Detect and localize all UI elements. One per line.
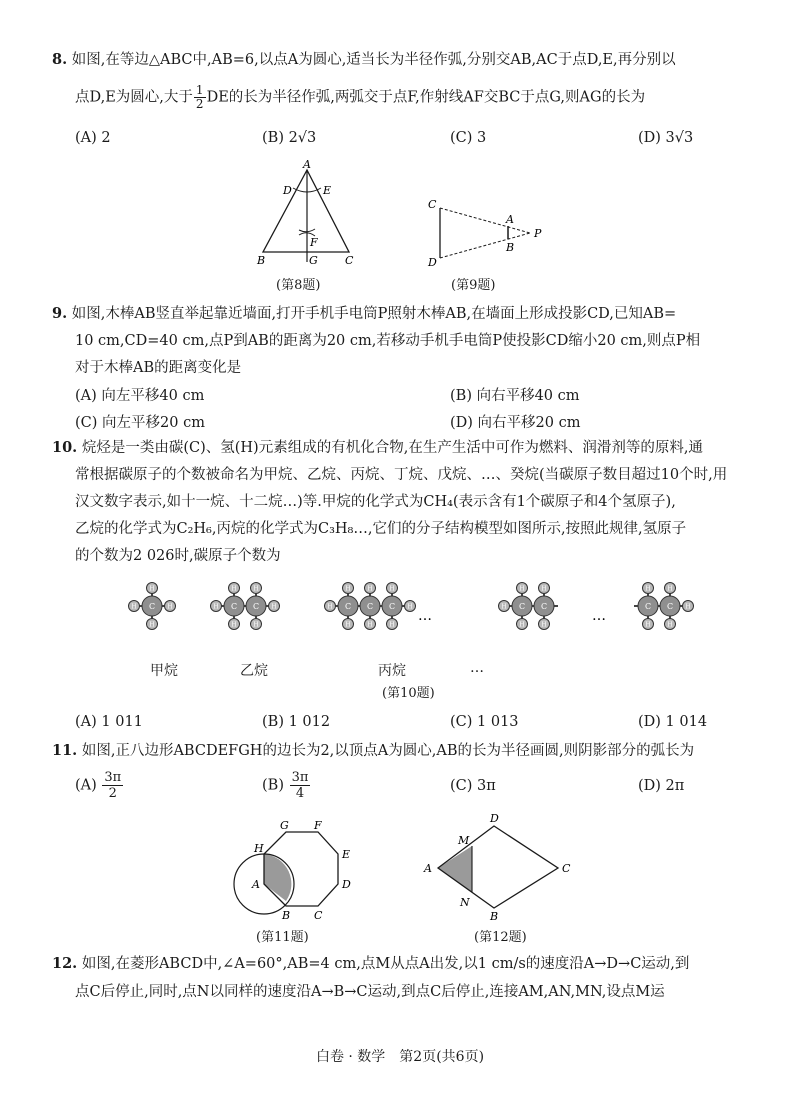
- q12-label-m: M: [458, 834, 470, 847]
- q8-label-f: F: [310, 236, 318, 249]
- carbon-atom: [142, 596, 162, 616]
- q10-name-ellipsis: …: [470, 660, 484, 676]
- svg-text:H: H: [213, 603, 219, 611]
- svg-text:H: H: [149, 585, 155, 593]
- q8-label-g: G: [309, 254, 318, 267]
- svg-text:H: H: [327, 603, 333, 611]
- q12-text-2: 点C后停止,同时,点N以同样的速度沿A→B→C运动,到点C后停止,连接AM,AN,MN,设点M运: [75, 984, 665, 1000]
- q11-label-g: G: [280, 819, 289, 832]
- q12-label-d: D: [490, 812, 499, 825]
- q9-label-a: A: [506, 213, 514, 226]
- q9-text-2: 10 cm,CD=40 cm,点P到AB的距离为20 cm,若移动手机手电筒P使投影CD缩小20 cm,则点P相: [75, 333, 701, 349]
- svg-text:H: H: [645, 621, 651, 629]
- q8-label-b: B: [257, 254, 266, 267]
- q9-option-d: (D) 向右平移20 cm: [450, 415, 581, 431]
- q11-option-d: (D) 2π: [638, 778, 685, 794]
- q10-ellipsis-2: …: [592, 608, 606, 624]
- q10-text-4: 乙烷的化学式为C₂H₆,丙烷的化学式为C₃H₈…,它们的分子结构模型如图所示,按照此规律,氢原子: [75, 521, 687, 537]
- q10-option-d: (D) 1 014: [638, 714, 708, 730]
- hydrogen-atom: [229, 619, 240, 630]
- q11-option-a-num: 3π: [104, 770, 122, 785]
- svg-text:H: H: [389, 585, 395, 593]
- hydrogen-atom: [387, 619, 398, 630]
- svg-text:H: H: [645, 585, 651, 593]
- carbon-atom: [534, 596, 554, 616]
- svg-text:H: H: [389, 621, 395, 629]
- q11-label-h: H: [254, 842, 264, 855]
- hydrogen-atom: [539, 583, 550, 594]
- q10-caption: (第10题): [382, 686, 435, 701]
- svg-text:H: H: [253, 621, 259, 629]
- q10-ellipsis-1: …: [418, 608, 432, 624]
- q11-option-c: (C) 3π: [450, 778, 496, 794]
- q9-number: 9.: [52, 305, 68, 322]
- q8-option-b: (B) 2√3: [262, 130, 317, 146]
- q10-name-propane: 丙烷: [378, 663, 406, 679]
- q8-line2: [75, 84, 645, 111]
- hydrogen-atom: [269, 601, 280, 612]
- svg-text:H: H: [231, 621, 237, 629]
- q8-label-c: C: [345, 254, 354, 267]
- hydrogen-atom: [343, 619, 354, 630]
- hydrogen-atom: [211, 601, 222, 612]
- q11-label-e: E: [342, 848, 351, 861]
- q11-label-b: B: [282, 909, 291, 922]
- hydrogen-atom: [683, 601, 694, 612]
- svg-text:H: H: [253, 585, 259, 593]
- hydrogen-atom: [643, 583, 654, 594]
- carbon-atom: [246, 596, 266, 616]
- q10-name-methane: 甲烷: [150, 663, 178, 679]
- q8-option-a: (A) 2: [75, 130, 111, 146]
- q11-option-b-den: 4: [295, 786, 305, 801]
- q9-option-c: (C) 向左平移20 cm: [75, 415, 205, 431]
- q11-number: 11.: [52, 742, 78, 759]
- hydrogen-atom: [387, 583, 398, 594]
- svg-text:H: H: [667, 621, 673, 629]
- q12-line1: [52, 954, 689, 974]
- q10-text-1: 烷烃是一类由碳(C)、氢(H)元素组成的有机化合物,在生产生活中可作为燃料、润滑剂等的原料,通: [81, 440, 703, 456]
- svg-text:H: H: [519, 621, 525, 629]
- carbon-atom: [512, 596, 532, 616]
- svg-text:C: C: [230, 602, 238, 611]
- q12-label-b: B: [490, 910, 499, 922]
- svg-text:C: C: [366, 602, 374, 611]
- svg-text:H: H: [541, 585, 547, 593]
- q10-text-5: 的个数为2 026时,碳原子个数为: [75, 548, 281, 564]
- q8-option-c: (C) 3: [450, 130, 487, 146]
- q9-option-a: (A) 向左平移40 cm: [75, 388, 205, 404]
- q8-label-e: E: [323, 184, 332, 197]
- page-footer: 白卷 · 数学 第2页(共6页): [315, 1049, 485, 1065]
- q11-option-b-label: (B): [262, 777, 284, 794]
- q11-option-b: [262, 770, 311, 801]
- carbon-atom: [660, 596, 680, 616]
- q9-text-3: 对于木棒AB的距离变化是: [75, 360, 242, 376]
- q12-caption: (第12题): [474, 930, 527, 945]
- hydrogen-atom: [365, 583, 376, 594]
- q8-caption: (第8题): [276, 278, 321, 293]
- q10-line1: [52, 438, 703, 458]
- q8-label-d: D: [283, 184, 292, 197]
- hydrogen-atom: [365, 619, 376, 630]
- hydrogen-atom: [147, 583, 158, 594]
- q9-line1: [52, 304, 676, 324]
- q11-text-1: 如图,正八边形ABCDEFGH的边长为2,以顶点A为圆心,AB的长为半径画圆,则阴影部分的弧长为: [81, 743, 695, 759]
- hydrogen-atom: [147, 619, 158, 630]
- svg-text:C: C: [388, 602, 396, 611]
- carbon-atom: [638, 596, 658, 616]
- q8-fraction: [194, 84, 206, 111]
- svg-text:H: H: [149, 621, 155, 629]
- q8-text-2b: DE的长为半径作弧,两弧交于点F,作射线AF交BC于点G,则AG的长为: [206, 89, 646, 106]
- q8-figure-triangle: [245, 158, 370, 270]
- svg-text:C: C: [344, 602, 352, 611]
- q11-line1: [52, 741, 694, 761]
- q9-text-1: 如图,木棒AB竖直举起靠近墙面,打开手机手电筒P照射木棒AB,在墙面上形成投影CD,已知AB=: [71, 306, 677, 322]
- q12-label-n: N: [460, 896, 470, 909]
- svg-text:C: C: [518, 602, 526, 611]
- q10-name-ethane: 乙烷: [240, 663, 268, 679]
- q8-frac-den: 2: [195, 97, 204, 111]
- q9-label-d: D: [428, 256, 437, 269]
- svg-text:H: H: [231, 585, 237, 593]
- q8-option-d: (D) 3√3: [638, 130, 694, 146]
- q8-line1: [52, 50, 676, 70]
- hydrogen-atom: [499, 601, 510, 612]
- svg-text:C: C: [252, 602, 260, 611]
- q9-label-c: C: [428, 198, 437, 211]
- svg-text:H: H: [367, 621, 373, 629]
- q9-label-b: B: [506, 241, 515, 254]
- q8-text-2a: 点D,E为圆心,大于: [75, 89, 193, 106]
- q8-number: 8.: [52, 51, 68, 68]
- hydrogen-atom: [643, 619, 654, 630]
- q11-figure-octagon: [226, 818, 366, 922]
- carbon-atom: [382, 596, 402, 616]
- carbon-atom: [338, 596, 358, 616]
- q8-text-1: 如图,在等边△ABC中,AB=6,以点A为圆心,适当长为半径作弧,分别交AB,AC于点D,E,再分别以: [71, 52, 676, 68]
- q11-label-f: F: [314, 819, 322, 832]
- q10-option-b: (B) 1 012: [262, 714, 331, 730]
- svg-text:C: C: [644, 602, 652, 611]
- q11-label-d: D: [342, 878, 351, 891]
- q10-option-c: (C) 1 013: [450, 714, 519, 730]
- carbon-atom: [224, 596, 244, 616]
- svg-text:H: H: [345, 585, 351, 593]
- svg-text:C: C: [148, 602, 156, 611]
- hydrogen-atom: [129, 601, 140, 612]
- q9-caption: (第9题): [451, 278, 496, 293]
- q11-option-a-frac: [102, 770, 123, 801]
- hydrogen-atom: [539, 619, 550, 630]
- svg-text:H: H: [407, 603, 413, 611]
- q10-number: 10.: [52, 439, 78, 456]
- svg-text:H: H: [501, 603, 507, 611]
- svg-text:H: H: [345, 621, 351, 629]
- q9-figure-projection: [420, 192, 560, 272]
- svg-text:C: C: [666, 602, 674, 611]
- svg-text:H: H: [519, 585, 525, 593]
- q11-option-b-frac: [290, 770, 311, 801]
- q12-label-c: C: [562, 862, 571, 875]
- q11-option-b-num: 3π: [291, 770, 309, 785]
- hydrogen-atom: [343, 583, 354, 594]
- svg-text:H: H: [685, 603, 691, 611]
- svg-text:H: H: [131, 603, 137, 611]
- q10-option-a: (A) 1 011: [75, 714, 143, 730]
- hydrogen-atom: [251, 583, 262, 594]
- q10-molecule-models: [118, 572, 718, 650]
- hydrogen-atom: [165, 601, 176, 612]
- hydrogen-atom: [665, 583, 676, 594]
- hydrogen-atom: [251, 619, 262, 630]
- q9-label-p: P: [534, 227, 542, 240]
- q11-option-a-den: 2: [108, 786, 117, 801]
- q9-option-b: (B) 向右平移40 cm: [450, 388, 580, 404]
- hydrogen-atom: [665, 619, 676, 630]
- svg-text:H: H: [167, 603, 173, 611]
- q12-figure-rhombus: [418, 812, 583, 922]
- hydrogen-atom: [405, 601, 416, 612]
- q11-option-a-label: (A): [75, 777, 97, 794]
- q8-frac-num: 1: [195, 83, 204, 97]
- hydrogen-atom: [517, 619, 528, 630]
- hydrogen-atom: [517, 583, 528, 594]
- q12-label-a: A: [424, 862, 432, 875]
- q12-number: 12.: [52, 955, 78, 972]
- q11-caption: (第11题): [256, 930, 309, 945]
- svg-text:H: H: [541, 621, 547, 629]
- svg-text:C: C: [540, 602, 548, 611]
- q11-label-a: A: [252, 878, 260, 891]
- q12-text-1: 如图,在菱形ABCD中,∠A=60°,AB=4 cm,点M从点A出发,以1 cm/s的速度沿A→D→C运动,到: [81, 956, 690, 972]
- svg-text:H: H: [271, 603, 277, 611]
- svg-text:H: H: [667, 585, 673, 593]
- q11-label-c: C: [314, 909, 323, 922]
- q11-option-a: [75, 770, 124, 801]
- hydrogen-atom: [325, 601, 336, 612]
- svg-text:H: H: [367, 585, 373, 593]
- hydrogen-atom: [229, 583, 240, 594]
- carbon-atom: [360, 596, 380, 616]
- q10-text-2: 常根据碳原子的个数被命名为甲烷、乙烷、丙烷、丁烷、戊烷、…、癸烷(当碳原子数目超过10个时,用: [75, 467, 728, 483]
- q8-label-a: A: [303, 158, 311, 171]
- q10-text-3: 汉文数字表示,如十一烷、十二烷…)等.甲烷的化学式为CH₄(表示含有1个碳原子和4个氢原子),: [75, 494, 676, 510]
